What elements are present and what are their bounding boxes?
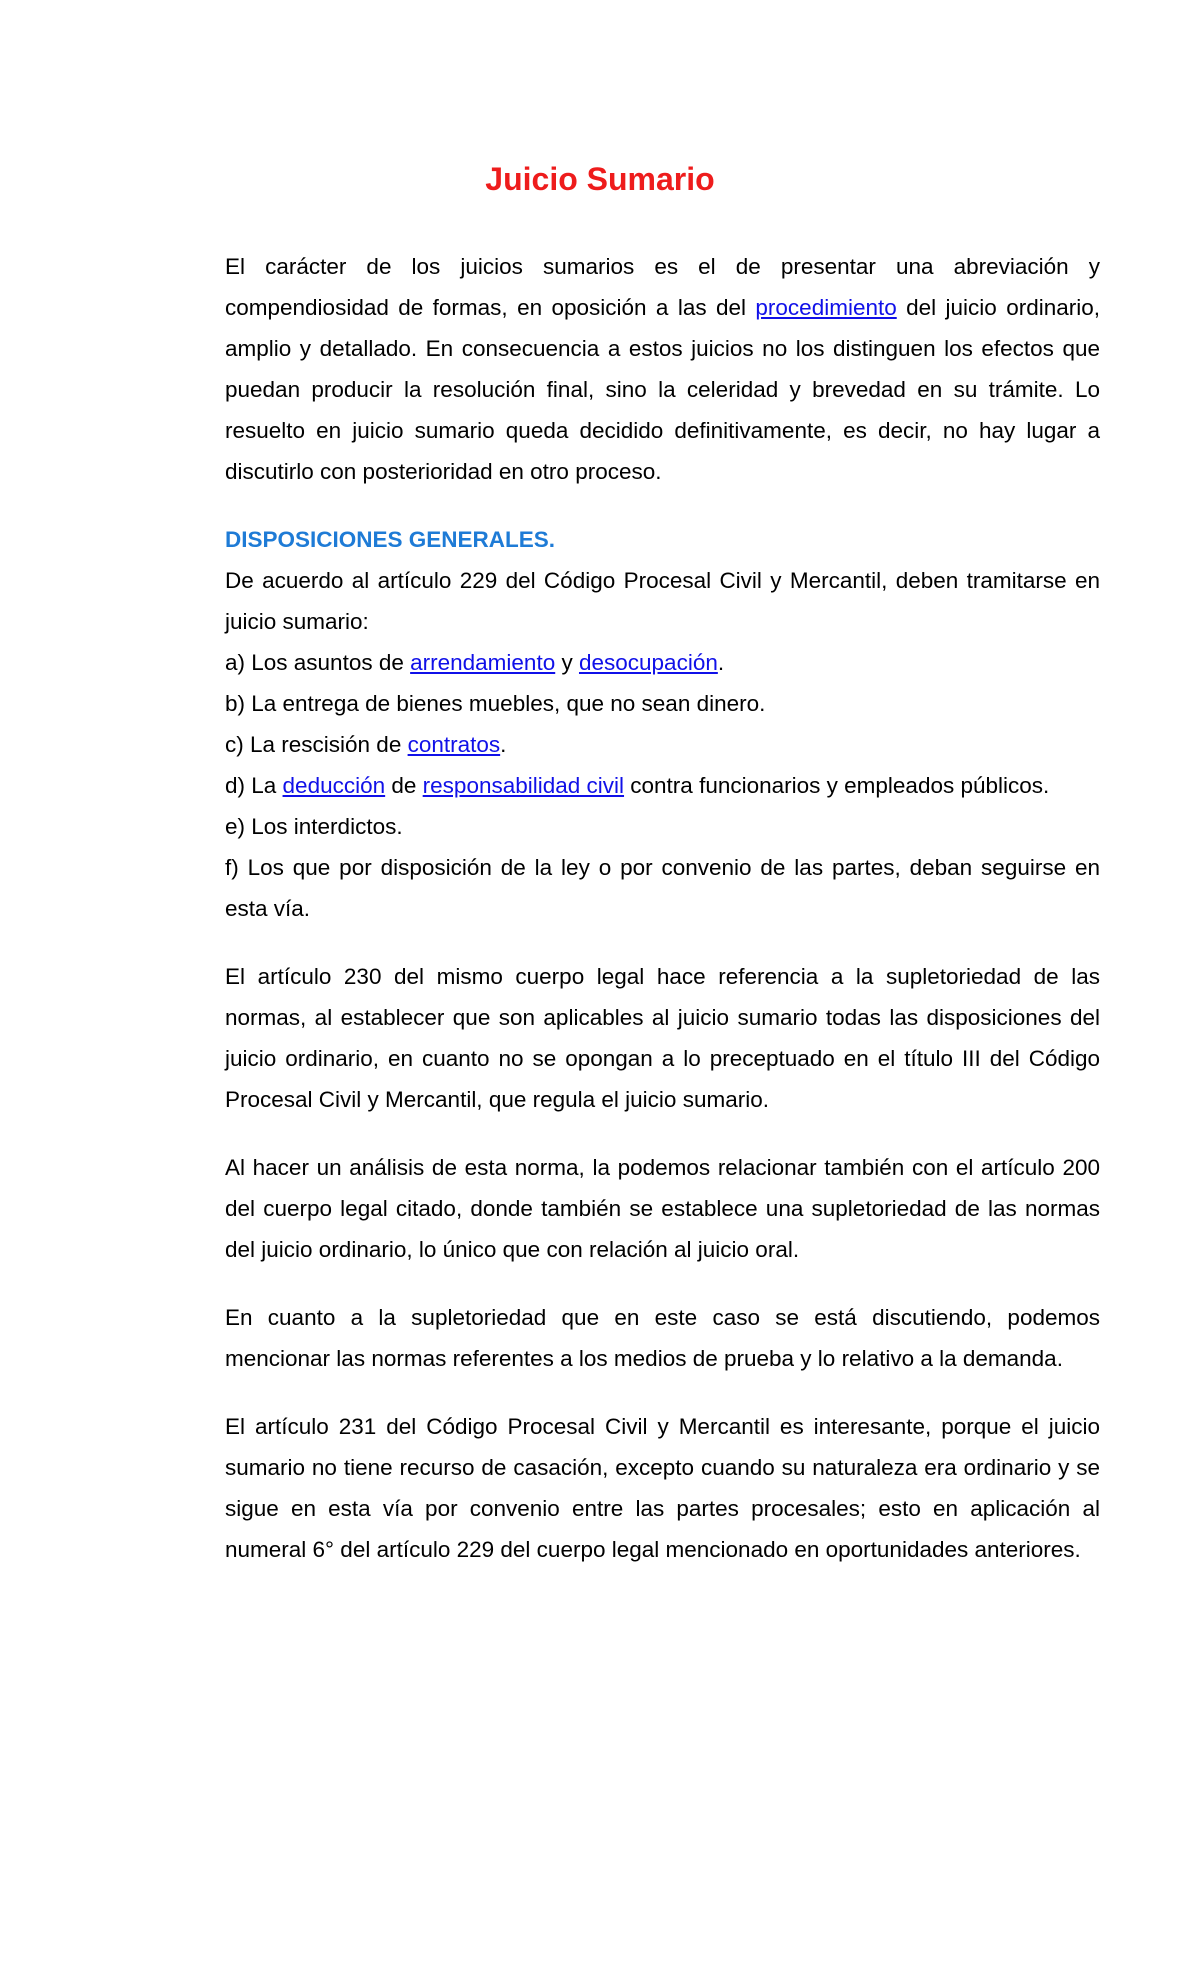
intro-paragraph bbox=[225, 246, 1100, 492]
link-responsabilidad-civil[interactable]: responsabilidad civil bbox=[422, 773, 625, 798]
list-item-b bbox=[225, 683, 1100, 724]
paragraph-articulo-231: El artículo 231 del Código Procesal Civil y Mercantil es interesante, porque el juicio sumario no tiene recurso de casación, excepto cuando su naturaleza era ordinario y se sigue en esta vía por convenio entre las partes procesales; esto en aplicación al numeral 6° del artículo 229 del cuerpo legal mencionado en oportunidades anteriores. bbox=[225, 1414, 1100, 1562]
item-d-text-2: de bbox=[385, 773, 423, 798]
item-c-text-1: c) La rescisión de bbox=[225, 732, 408, 757]
item-a-text-3: . bbox=[717, 650, 725, 675]
item-f-text: f) Los que por disposición de la ley o por convenio de las partes, deban seguirse en esta vía. bbox=[225, 855, 1100, 921]
link-procedimiento[interactable]: procedimiento bbox=[755, 295, 897, 320]
item-c-text-2: . bbox=[500, 732, 507, 757]
link-arrendamiento[interactable]: arrendamiento bbox=[410, 650, 556, 675]
section-heading: DISPOSICIONES GENERALES. bbox=[225, 527, 556, 552]
paragraph-analisis: Al hacer un análisis de esta norma, la podemos relacionar también con el artículo 200 del cuerpo legal citado, donde también se establece una supletoriedad de las normas del juicio ordinario, lo único que con relación al juicio oral. bbox=[225, 1155, 1100, 1262]
intro-text-2: del juicio ordinario, amplio y detallado. En consecuencia a estos juicios no los distinguen los efectos que puedan producir la resolución final, sino la celeridad y brevedad en su trámite. Lo resuelto en juicio sumario queda decidido definitivamente, es decir, no hay lugar a discutirlo con posterioridad en otro proceso. bbox=[225, 295, 1100, 484]
item-b-text: b) La entrega de bienes muebles, que no sean dinero. bbox=[225, 691, 766, 716]
disposiciones-intro: De acuerdo al artículo 229 del Código Procesal Civil y Mercantil, deben tramitarse en juicio sumario: bbox=[225, 568, 1100, 634]
list-item-d bbox=[225, 765, 1100, 806]
item-e-text: e) Los interdictos. bbox=[225, 814, 403, 839]
intro-text-1: El carácter de los juicios sumarios es el de presentar una abreviación y compendiosidad de formas, en oposición a las del bbox=[225, 254, 1100, 320]
link-desocupacion[interactable]: desocupación bbox=[578, 650, 718, 675]
item-a-text-1: a) Los asuntos de bbox=[225, 650, 411, 675]
paragraph-articulo-230: El artículo 230 del mismo cuerpo legal hace referencia a la supletoriedad de las normas, al establecer que son aplicables al juicio sumario todas las disposiciones del juicio ordinario, en cuanto no se opongan a lo preceptuado en el título III del Código Procesal Civil y Mercantil, que regula el juicio sumario. bbox=[225, 964, 1100, 1112]
item-d-text-1: d) La bbox=[225, 773, 283, 798]
item-d-text-3: contra funcionarios y empleados públicos. bbox=[624, 773, 1050, 798]
item-a-text-2: y bbox=[555, 650, 579, 675]
list-item-a bbox=[225, 642, 1100, 683]
link-contratos[interactable]: contratos bbox=[407, 732, 501, 757]
list-item-c bbox=[225, 724, 1100, 765]
list-item-f bbox=[225, 847, 1100, 929]
list-item-e bbox=[225, 806, 1100, 847]
document-title: Juicio Sumario bbox=[485, 161, 715, 198]
paragraph-supletoriedad: En cuanto a la supletoriedad que en este caso se está discutiendo, podemos mencionar las normas referentes a los medios de prueba y lo relativo a la demanda. bbox=[225, 1305, 1100, 1371]
document-body bbox=[225, 246, 1100, 1570]
link-deduccion[interactable]: deducción bbox=[282, 773, 386, 798]
